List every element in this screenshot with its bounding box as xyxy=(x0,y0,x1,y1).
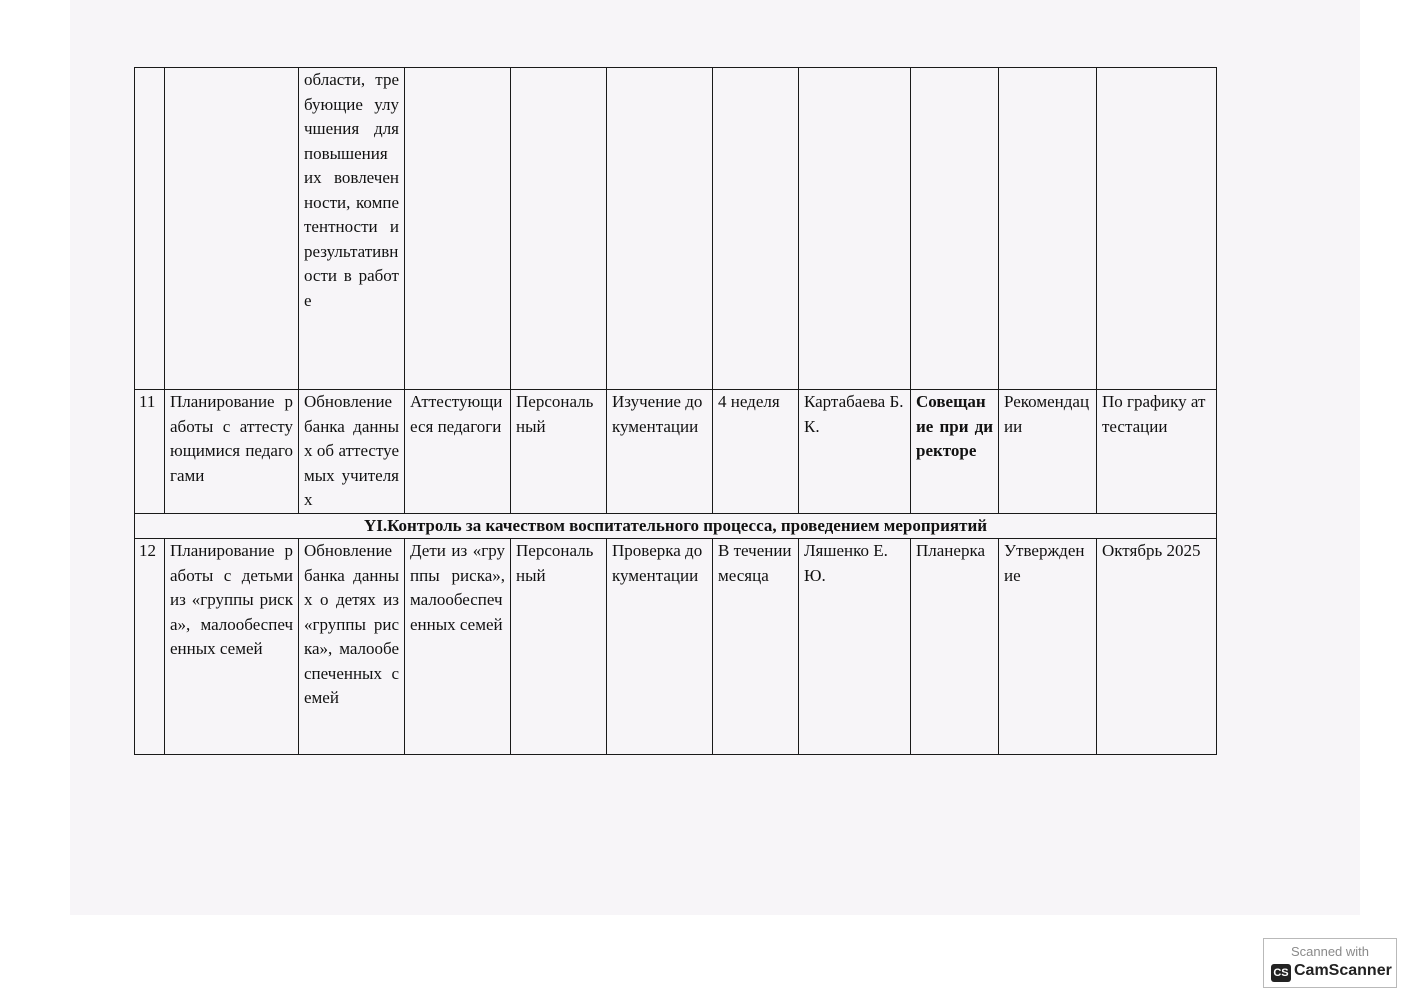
cell-decision: Рекомендации xyxy=(999,390,1097,514)
camscanner-watermark xyxy=(1263,938,1397,988)
cell-topic: Планирование работы с детьми из «группы риска», малообеспеченных семей xyxy=(165,539,299,755)
section-title: YI.Контроль за качеством воспитательного процесса, проведением мероприятий xyxy=(135,513,1217,539)
camscanner-logo-icon: CS xyxy=(1271,964,1291,982)
cell-goal: Обновление банка данных о детях из «группы риска», малообеспеченных семей xyxy=(299,539,405,755)
cell-control-type xyxy=(511,68,607,390)
cell-method: Изучение документации xyxy=(607,390,713,514)
cell-deadline: Октябрь 2025 xyxy=(1097,539,1217,755)
cell-responsible: Картабаева Б.К. xyxy=(799,390,911,514)
cell-control-type: Персональный xyxy=(511,390,607,514)
cell-topic xyxy=(165,68,299,390)
cell-goal: области, требующие улучшения для повышения их вовлеченности, компетентности и результативности в работе xyxy=(299,68,405,390)
cell-decision xyxy=(999,68,1097,390)
cell-period xyxy=(713,68,799,390)
cell-responsible: Ляшенко Е.Ю. xyxy=(799,539,911,755)
cell-decision: Утверждение xyxy=(999,539,1097,755)
cell-object: Дети из «группы риска», малообеспеченных семей xyxy=(405,539,511,755)
cell-method xyxy=(607,68,713,390)
section-header-row xyxy=(135,513,1217,539)
table-row xyxy=(135,390,1217,514)
cell-object xyxy=(405,68,511,390)
cell-object: Аттестующиеся педагоги xyxy=(405,390,511,514)
cell-number: 11 xyxy=(135,390,165,514)
cell-deadline: По графику аттестации xyxy=(1097,390,1217,514)
cell-number xyxy=(135,68,165,390)
table-row xyxy=(135,68,1217,390)
cell-period: В течении месяца xyxy=(713,539,799,755)
cell-control-type: Персональный xyxy=(511,539,607,755)
cell-period: 4 неделя xyxy=(713,390,799,514)
cell-review-place xyxy=(911,68,999,390)
table-row xyxy=(135,539,1217,755)
cell-goal: Обновление банка данных об аттестуемых учителях xyxy=(299,390,405,514)
cell-number: 12 xyxy=(135,539,165,755)
cell-review-place: Совещание при директоре xyxy=(911,390,999,514)
cell-topic: Планирование работы с аттестующимися педагогами xyxy=(165,390,299,514)
watermark-caption: Scanned with xyxy=(1290,944,1370,959)
cell-review-place: Планерка xyxy=(911,539,999,755)
cell-deadline xyxy=(1097,68,1217,390)
watermark-brand: CamScanner xyxy=(1294,962,1392,979)
cell-responsible xyxy=(799,68,911,390)
cell-method: Проверка документации xyxy=(607,539,713,755)
control-plan-table xyxy=(134,67,1217,755)
